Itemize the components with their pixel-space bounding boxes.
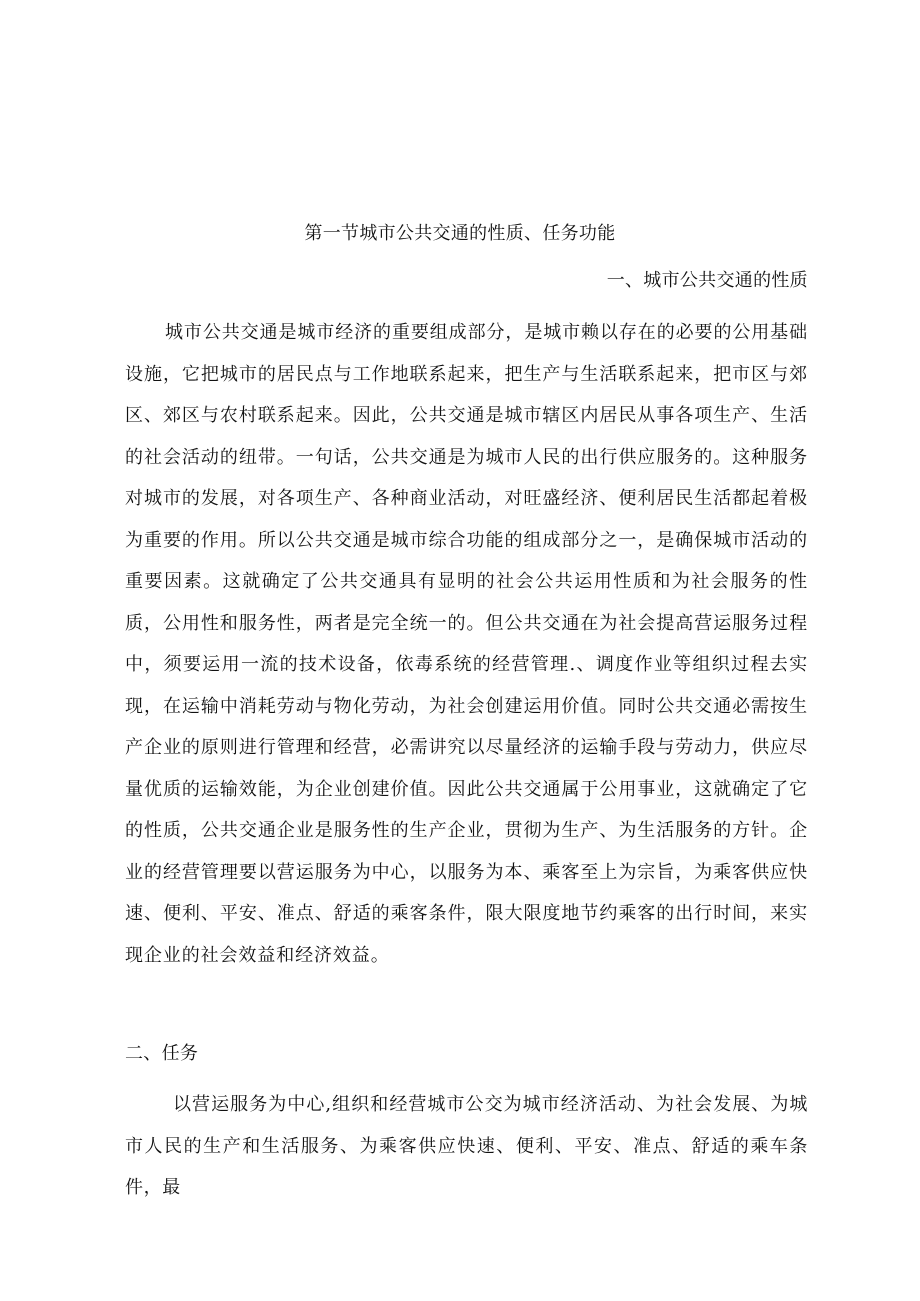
paragraph-nature: 城市公共交通是城市经济的重要组成部分，是城市赖以存在的必要的公用基础设施，它把城市的居民点与工作地联系起来，把生产与生活联系起来，把市区与郊区、郊区与农村联系起来。因此，公共交通是城市辖区内居民从事各项生产、生活的社会活动的纽带。一句话，公共交通是为城市人民的出行供应服务的。这种服务对城市的发展，对各项生产、各种商业活动，对旺盛经济、便利居民生活都起着极为重要的作用。所以公共交通是城市综合功能的组成部分之一，是确保城市活动的重要因素。这就确定了公共交通具有显明的社会公共运用性质和为社会服务的性质，公用性和服务性，两者是完全统一的。但公共交通在为社会提高营运服务过程中，须要运用一流的技术设备，依毒系统的经营管理.、调度作业等组织过程去实现，在运输中消耗劳动与物化劳动，为社会创建运用价值。同时公共交通必需按生产企业的原则进行管理和经营，必需讲究以尽量经济的运输手段与劳动力，供应尽量优质的运输效能，为企业创建价值。因此公共交通属于公用事业，这就确定了它的性质，公共交通企业是服务性的生产企业，贯彻为生产、为生活服务的方针。企业的经营管理要以营运服务为中心，以服务为本、乘客至上为宗旨，为乘客供应快速、便利、平安、准点、舒适的乘客条件，限大限度地节约乘客的出行时间，来实现企业的社会效益和经济效益。 [125,322,808,966]
section-heading-nature: 一、城市公共交通的性质 [606,270,808,291]
paragraph-tasks: 以营运服务为中心,组织和经营城市公交为城市经济活动、为社会发展、为城市人民的生产和生活服务、为乘客供应快速、便利、平安、准点、舒适的乘车条件，最 [125,1094,808,1198]
section-heading-tasks: 二、任务 [125,1043,199,1064]
document-title: 第一节城市公共交通的性质、任务功能 [304,223,616,244]
